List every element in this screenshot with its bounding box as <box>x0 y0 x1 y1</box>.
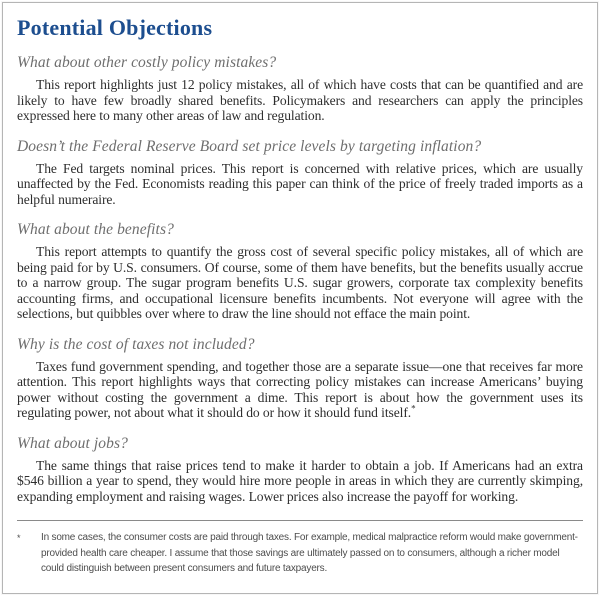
paragraph-federal-reserve <box>17 161 583 208</box>
footnote-marker: * <box>17 533 21 543</box>
footnote-text: In some cases, the consumer costs are paid through taxes. For example, medical malpractice reform would make government-provided health care cheaper. I assume that those savings are ultimately passed on to consumers, although a richer model could distinguish between present consumers and future taxpayers. <box>41 532 578 574</box>
paragraph-benefits <box>17 244 583 322</box>
section-heading-federal-reserve: Doesn’t the Federal Reserve Board set price levels by targeting inflation? <box>17 137 482 155</box>
footnote-divider <box>17 520 583 521</box>
footnote-reference-marker: * <box>411 403 416 414</box>
paragraph-text: This report highlights just 12 policy mistakes, all of which have costs that can be quantified and are likely to have few broadly shared benefits. Policymakers and researchers can apply the principles expressed here to many other areas of law and regulation. <box>17 77 583 123</box>
document-page <box>2 2 598 594</box>
paragraph-text: Taxes fund government spending, and together those are a separate issue—one that receives far more attention. This report highlights ways that correcting policy mistakes can increase Americans’ buying power without costing the government a dime. This report is about how the government uses its regulating power, not about what it should do or how it should fund itself. <box>17 358 583 420</box>
paragraph-text: The Fed targets nominal prices. This report is concerned with relative prices, which are usually unaffected by the Fed. Economists reading this paper can think of the price of freely traded imports as a helpful numeraire. <box>17 160 583 207</box>
footnote <box>17 530 583 577</box>
section-heading-benefits: What about the benefits? <box>17 221 174 238</box>
section-heading-other-mistakes: What about other costly policy mistakes? <box>17 54 277 71</box>
paragraph-taxes <box>17 359 583 421</box>
section-heading-jobs: What about jobs? <box>17 434 128 452</box>
page-title: Potential Objections <box>17 15 213 40</box>
section-heading-taxes: Why is the cost of taxes not included? <box>17 335 255 353</box>
paragraph-text: This report attempts to quantify the gross cost of several specific policy mistakes, all of which are being paid for by U.S. consumers. Of course, some of them have benefits, but the benefits usually accrue to a narrow group. The sugar program benefits U.S. sugar growers, corporate tax complexity benefits accounting firms, and occupational licensure benefits incumbents. Not everyone will agree with the selections, but quibbles over where to draw the line should not efface the main point. <box>17 244 583 321</box>
paragraph-jobs <box>17 458 583 505</box>
paragraph-text: The same things that raise prices tend to make it harder to obtain a job. If Americans had an extra $546 billion a year to spend, they would hire more people in areas in which they are currently skimping, expanding employment and raising wages. Lower prices also increase the payoff for working. <box>17 457 583 504</box>
paragraph-other-mistakes <box>17 77 583 124</box>
